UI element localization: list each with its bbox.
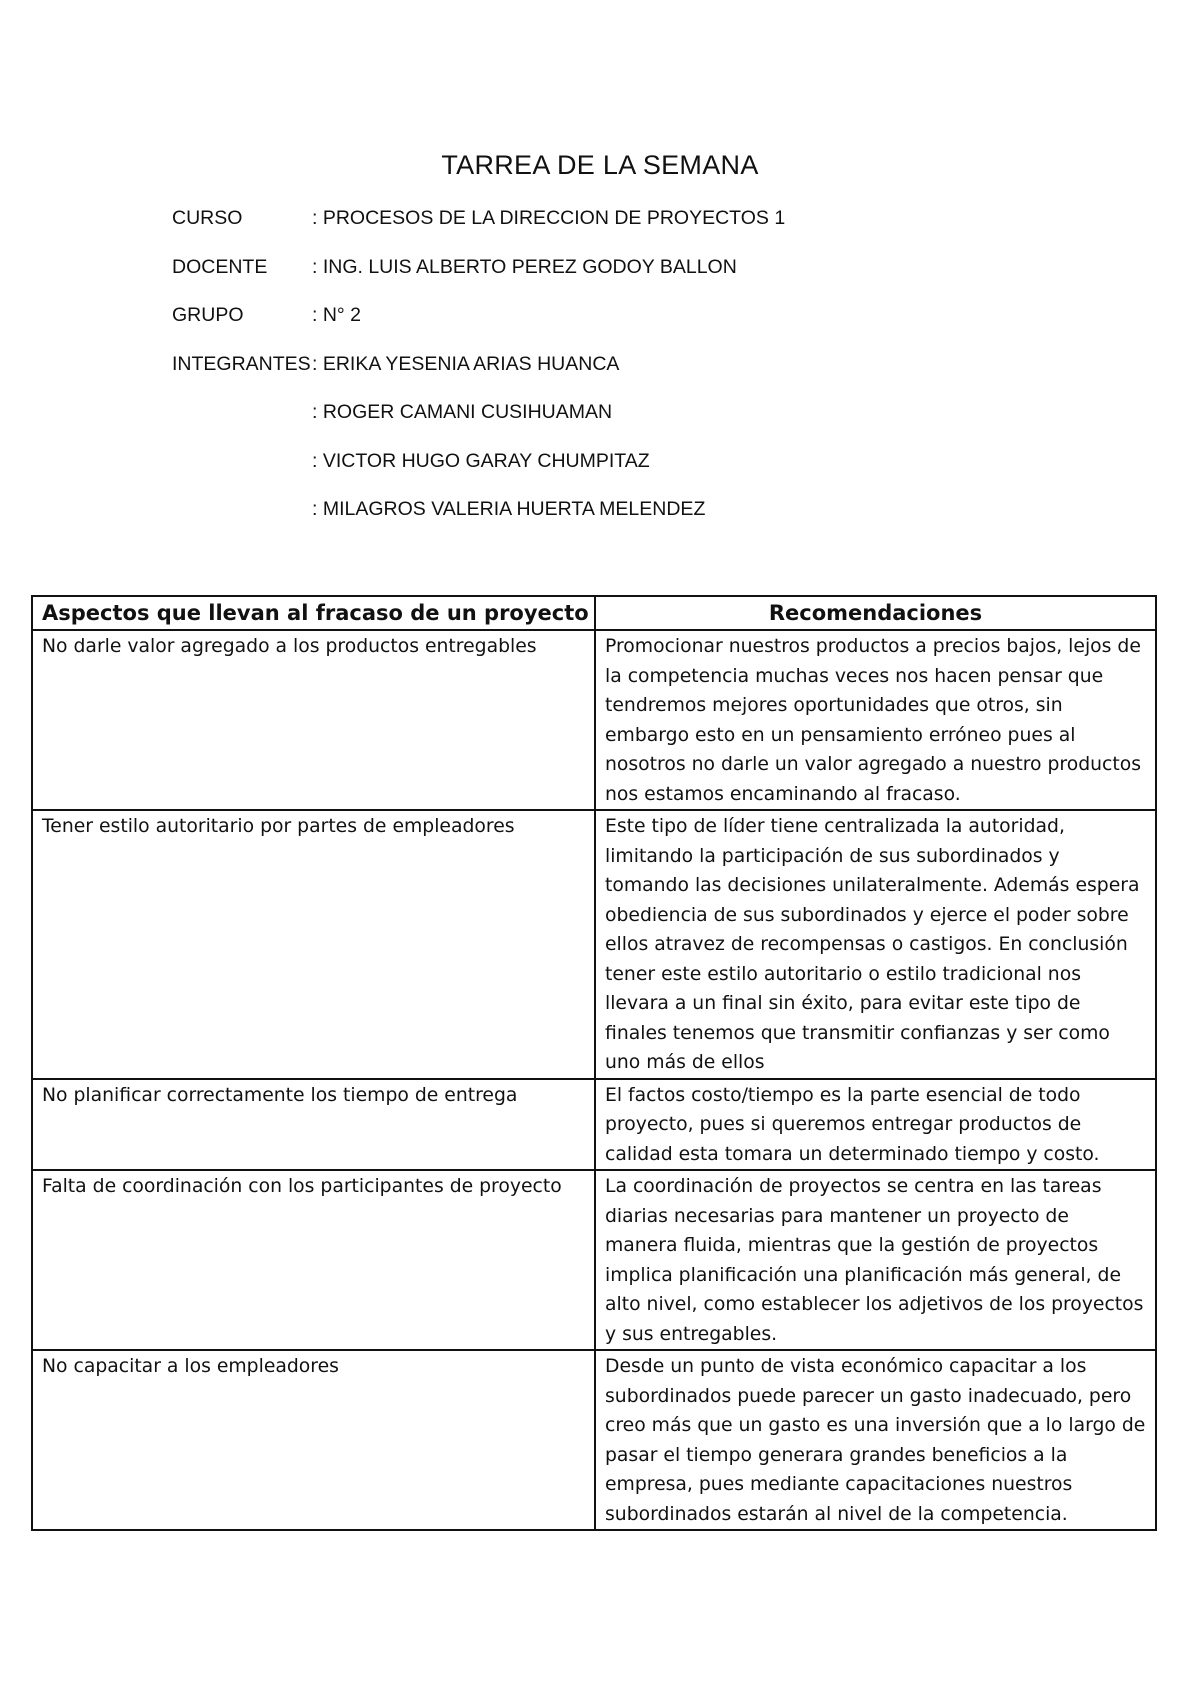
aspect-cell: Tener estilo autoritario por partes de empleadores — [32, 810, 595, 1079]
recommendation-cell: El factos costo/tiempo es la parte esencial de todo proyecto, pues si queremos entregar productos de calidad esta tomara un determinado tiempo y costo. — [595, 1079, 1156, 1171]
recommendation-cell: La coordinación de proyectos se centra en las tareas diarias necesarias para mantener un proyecto de manera fluida, mientras que la gestión de proyectos implica planificación una planificación más general, de alto nivel, como establecer los adjetivos de los proyectos y sus entregables. — [595, 1170, 1156, 1350]
aspect-cell: No planificar correctamente los tiempo de entrega — [32, 1079, 595, 1171]
info-value: : N° 2 — [312, 304, 361, 326]
table-row — [32, 1350, 1156, 1530]
aspect-cell: No capacitar a los empleadores — [32, 1350, 595, 1530]
table-row — [32, 1170, 1156, 1350]
document-title: TARREA DE LA SEMANA — [441, 150, 759, 180]
table-header-row — [32, 596, 1156, 630]
recommendation-cell: Desde un punto de vista económico capacitar a los subordinados puede parecer un gasto inadecuado, pero creo más que un gasto es una inversión que a lo largo de pasar el tiempo generara grandes beneficios a la empresa, pues mediante capacitaciones nuestros subordinados estarán al nivel de la competencia. — [595, 1350, 1156, 1530]
info-value: : ING. LUIS ALBERTO PEREZ GODOY BALLON — [312, 255, 737, 278]
column-header-recommendations: Recomendaciones — [595, 596, 1156, 630]
recommendations-table — [31, 595, 1157, 1531]
table-row — [32, 1079, 1156, 1171]
recommendation-cell: Este tipo de líder tiene centralizada la autoridad, limitando la participación de sus subordinados y tomando las decisiones unilateralmente. Además espera obediencia de sus subordinados y ejerce el poder sobre ellos atravez de recompensas o castigos. En conclusión tener este estilo autoritario o estilo tradicional nos llevara a un final sin éxito, para evitar este tipo de finales tenemos que transmitir confianzas y ser como uno más de ellos — [595, 810, 1156, 1079]
info-label: CURSO — [172, 207, 243, 229]
table-row — [32, 810, 1156, 1079]
aspect-cell: Falta de coordinación con los participantes de proyecto — [32, 1170, 595, 1350]
info-value: : VICTOR HUGO GARAY CHUMPITAZ — [312, 449, 650, 472]
info-label: GRUPO — [172, 304, 244, 326]
info-label: DOCENTE — [172, 255, 268, 278]
aspect-cell: No darle valor agregado a los productos entregables — [32, 630, 595, 810]
info-value: : ERIKA YESENIA ARIAS HUANCA — [312, 352, 620, 375]
recommendation-cell: Promocionar nuestros productos a precios bajos, lejos de la competencia muchas veces nos hacen pensar que tendremos mejores oportunidades que otros, sin embargo esto en un pensamiento erróneo pues al nosotros no darle un valor agregado a nuestro productos nos estamos encaminando al fracaso. — [595, 630, 1156, 810]
table-row — [32, 630, 1156, 810]
info-value: : ROGER CAMANI CUSIHUAMAN — [312, 401, 613, 423]
info-value: : PROCESOS DE LA DIRECCION DE PROYECTOS 1 — [312, 207, 786, 229]
info-value: : MILAGROS VALERIA HUERTA MELENDEZ — [312, 498, 706, 520]
column-header-aspects: Aspectos que llevan al fracaso de un proyecto — [32, 596, 595, 630]
info-label: INTEGRANTES — [172, 352, 311, 375]
